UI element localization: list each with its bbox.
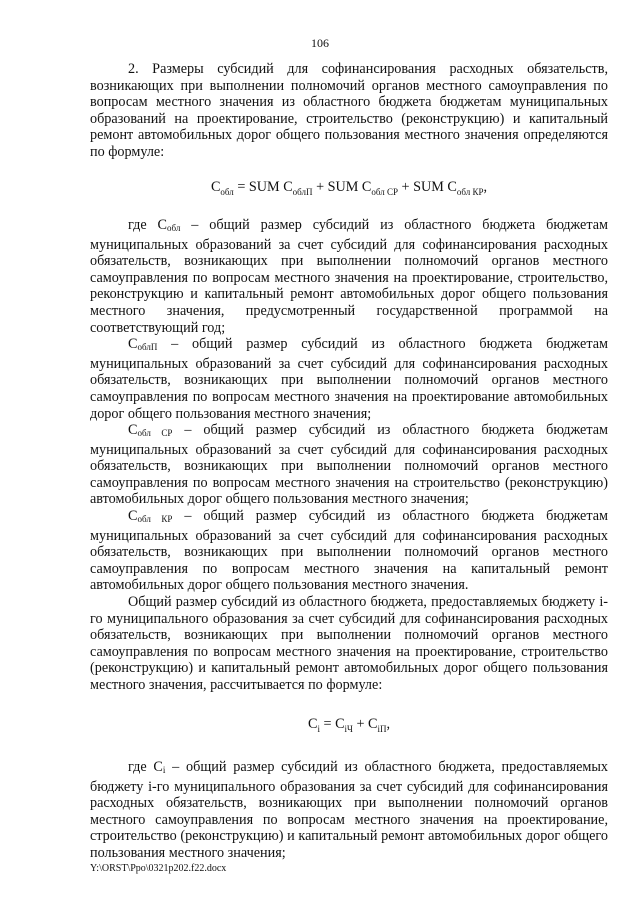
definition-text: – общий размер субсидий из областного бюджета бюджетам муниципальных образований за счет субсидий для софинансирования расходных обязательств, возникающих при выполнении полномочий органов местного самоуправления по вопросам местного значения на проектирование автомобильных дорог общего пользования местного значения; — [90, 336, 608, 422]
paragraph-subsidy-sizes: 2. Размеры субсидий для софинансирования расходных обязательств, возникающих при выполнении полномочий органов местного самоуправления по вопросам местного значения из областного бюджета бюджетам муниципальных образований на проектирование, строительство (реконструкцию) и капитальный ремонт автомобильных дорог общего пользования местного значения определяются по формуле: — [90, 61, 608, 160]
formula-term: С — [307, 715, 318, 732]
formula-subscript: облП — [292, 186, 313, 197]
definition-lead: где С — [128, 759, 163, 776]
formula-municipal-subsidy — [90, 716, 608, 737]
formula-total-subsidy — [90, 179, 608, 200]
definition-lead: С — [128, 422, 138, 439]
definition-text: – общий размер субсидий из областного бюджета бюджетам муниципальных образований за счет субсидий для софинансирования расходных обязательств, возникающих при выполнении полномочий органов местного самоуправления по вопросам местного значения на строительство (реконструкцию) автомобильных дорог общего пользования местного значения; — [90, 422, 608, 508]
formula-term: SUM С — [413, 178, 457, 195]
formula-operator: + — [352, 715, 368, 732]
formula-subscript: i — [317, 723, 320, 734]
definition-subscript: обл — [167, 222, 181, 233]
definition-text: – общий размер субсидий из областного бюджета бюджетам муниципальных образований за счет субсидий для софинансирования расходных обязательств, возникающих при выполнении полномочий органов местного самоуправления по вопросам местного значения на проектирование, строительство, реконструкцию и капитальный ремонт автомобильных дорог общего пользования местного значения, предусмотренный государственной программой на соответствующий год; — [90, 216, 608, 336]
definition-subscript: облП — [137, 342, 158, 353]
definition-text: – общий размер субсидий из областного бюджета, предоставляемых бюджету i-го муниципального образования за счет субсидий для софинансирования расходных обязательств, возникающих при выполнении полномочий органов местного самоуправления по вопросам местного значения на проектирование, строительство (реконструкцию) и капитальный ремонт автомобильных дорог общего пользования местного значения; — [90, 759, 609, 861]
definition-lead: где С — [128, 216, 168, 233]
formula-term: С — [210, 178, 221, 195]
formula-punctuation: , — [483, 178, 488, 195]
formula-operator: + — [312, 178, 328, 195]
definition-subscript: обл КР — [137, 514, 173, 525]
definition-subscript: i — [162, 765, 166, 776]
formula-term: SUM С — [327, 178, 372, 195]
formula-punctuation: , — [386, 715, 391, 732]
document-body — [90, 61, 608, 862]
definition-lead: С — [128, 336, 138, 353]
formula-operator: = — [319, 715, 336, 732]
definition-subscript: обл СР — [137, 428, 173, 439]
definition-lead: С — [128, 508, 138, 525]
definition-c-obl-p — [90, 336, 608, 422]
definition-c-i — [90, 759, 608, 862]
page-number: 106 — [311, 36, 329, 50]
formula-term: SUM С — [248, 178, 293, 195]
footer-file-path: Y:\ORST\Ppo\0321p202.f22.docx — [90, 863, 227, 874]
formula-subscript: iЧ — [344, 723, 353, 734]
definition-c-obl-sr — [90, 422, 608, 508]
formula-operator: = — [233, 178, 249, 195]
formula-term: С — [368, 715, 378, 732]
definition-c-obl-kr — [90, 508, 608, 594]
formula-term: С — [335, 715, 345, 732]
formula-subscript: обл — [220, 186, 234, 197]
paragraph-municipal-subsidy: Общий размер субсидий из областного бюджета, предоставляемых бюджету i-го муниципального образования за счет субсидий для софинансирования расходных обязательств, возникающих при выполнении полномочий органов местного самоуправления по вопросам местного значения на проектирование, строительство (реконструкцию) и капитальный ремонт автомобильных дорог общего пользования местного значения, рассчитывается по формуле: — [90, 594, 608, 694]
definition-c-obl — [90, 217, 608, 336]
formula-subscript: iП — [377, 723, 387, 734]
formula-operator: + — [398, 178, 414, 195]
formula-subscript: обл КР — [456, 186, 484, 197]
formula-subscript: обл СР — [371, 186, 398, 197]
definition-text: – общий размер субсидий из областного бюджета бюджетам муниципальных образований за счет субсидий для софинансирования расходных обязательств, возникающих при выполнении полномочий органов местного самоуправления по вопросам местного значения на капитальный ремонт автомобильных дорог общего пользования местного значения. — [90, 508, 608, 594]
